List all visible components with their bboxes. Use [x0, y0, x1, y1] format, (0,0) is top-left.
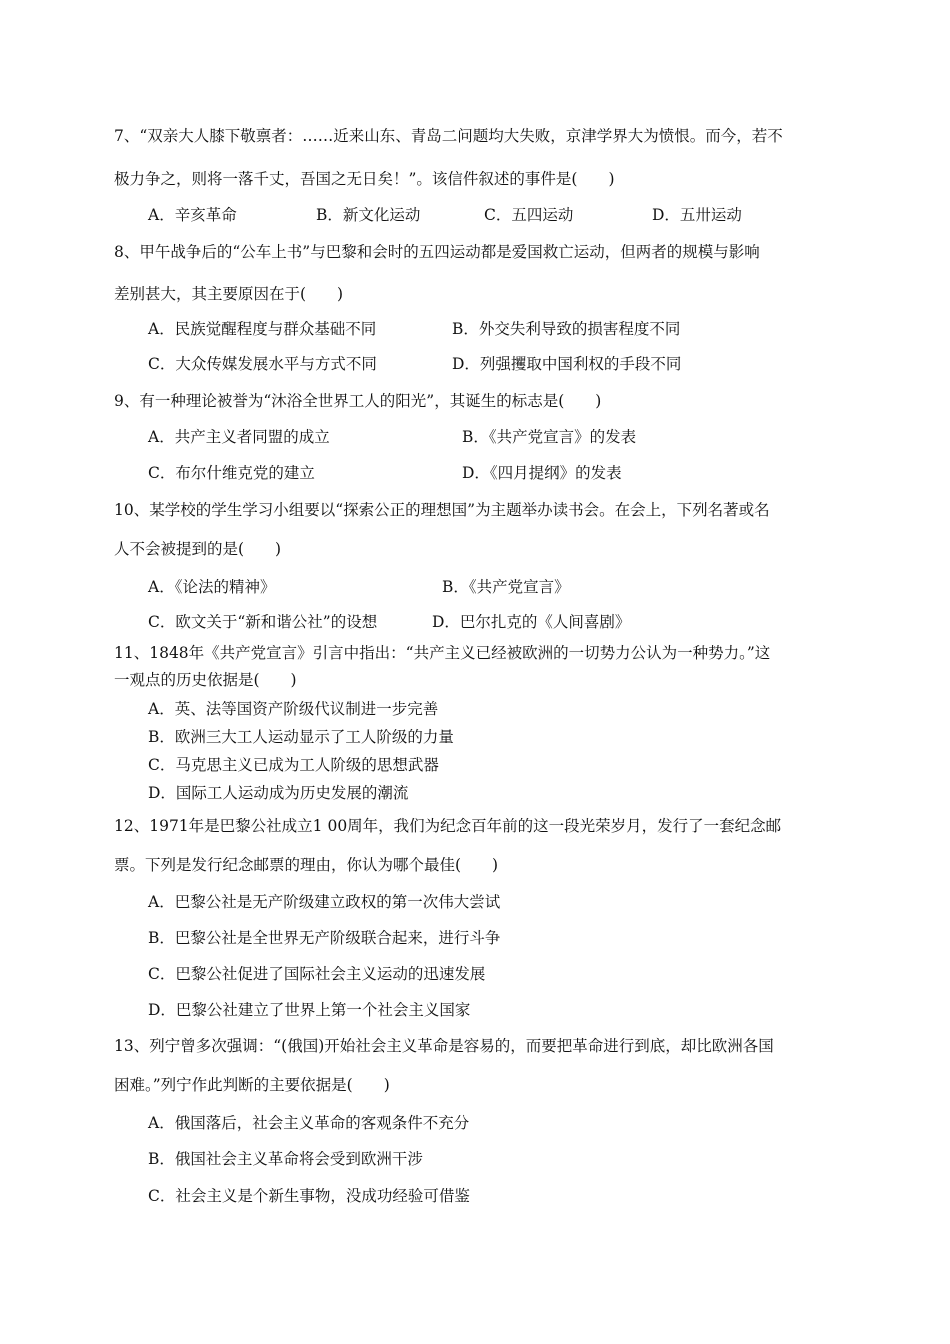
- question-12-option-b: B．巴黎公社是全世界无产阶级联合起来，进行斗争: [148, 929, 501, 947]
- question-12-option-a: A．巴黎公社是无产阶级建立政权的第一次伟大尝试: [148, 893, 501, 911]
- question-9-option-d: D．《四月提纲》的发表: [462, 464, 622, 482]
- question-8-option-a: A．民族觉醒程度与群众基础不同: [148, 320, 377, 338]
- question-7-option-d: D．五卅运动: [652, 206, 742, 224]
- question-11-option-b: B．欧洲三大工人运动显示了工人阶级的力量: [148, 728, 454, 746]
- question-13-stem-line-1: 13、列宁曾多次强调：“(俄国)开始社会主义革命是容易的，而要把革命进行到底，却比欧洲各国: [114, 1037, 774, 1055]
- question-10-option-b: B．《共产党宣言》: [442, 578, 570, 596]
- question-11-stem-line-1: 11、1848年《共产党宣言》引言中指出：“共产主义已经被欧洲的一切势力公认为一种势力。”这: [114, 644, 771, 662]
- question-7-option-a: A．辛亥革命: [148, 206, 237, 224]
- question-8-option-c: C．大众传媒发展水平与方式不同: [148, 355, 377, 373]
- question-7-stem-line-2: 极力争之，则将一落千丈，吾国之无日矣！”。该信件叙述的事件是( ): [114, 170, 615, 188]
- question-10-stem-line-1: 10、某学校的学生学习小组要以“探索公正的理想国”为主题举办读书会。在会上，下列名著或名: [114, 501, 770, 519]
- question-12-stem-line-2: 票。下列是发行纪念邮票的理由，你认为哪个最佳( ): [114, 856, 499, 874]
- question-8-stem-line-2: 差别甚大，其主要原因在于( ): [114, 285, 344, 303]
- question-13-option-b: B．俄国社会主义革命将会受到欧洲干涉: [148, 1150, 423, 1168]
- question-12-option-c: C．巴黎公社促进了国际社会主义运动的迅速发展: [148, 965, 486, 983]
- question-13-option-a: A．俄国落后，社会主义革命的客观条件不充分: [148, 1114, 470, 1132]
- question-10-stem-line-2: 人不会被提到的是( ): [114, 540, 282, 558]
- question-10-option-a: A．《论法的精神》: [148, 578, 276, 596]
- question-9-option-a: A．共产主义者同盟的成立: [148, 428, 330, 446]
- question-11-option-d: D．国际工人运动成为历史发展的潮流: [148, 784, 409, 802]
- question-7-option-c: C．五四运动: [484, 206, 574, 224]
- question-9-option-b: B．《共产党宣言》的发表: [462, 428, 637, 446]
- question-13-stem-line-2: 困难。”列宁作此判断的主要依据是( ): [114, 1076, 390, 1094]
- question-10-option-c: C．欧文关于“新和谐公社”的设想: [148, 613, 378, 631]
- question-7-option-b: B．新文化运动: [316, 206, 421, 224]
- question-11-option-c: C．马克思主义已成为工人阶级的思想武器: [148, 756, 439, 774]
- question-13-option-c: C．社会主义是个新生事物，没成功经验可借鉴: [148, 1187, 470, 1205]
- question-8-stem-line-1: 8、甲午战争后的“公车上书”与巴黎和会时的五四运动都是爱国救亡运动，但两者的规模与影响: [114, 243, 760, 261]
- question-9-option-c: C．布尔什维克党的建立: [148, 464, 315, 482]
- question-7-stem-line-1: 7、“双亲大人膝下敬禀者：……近来山东、青岛二问题均大失败，京津学界大为愤恨。而今，若不: [114, 127, 783, 145]
- question-11-option-a: A．英、法等国资产阶级代议制进一步完善: [148, 700, 439, 718]
- question-8-option-d: D．列强攫取中国利权的手段不同: [452, 355, 682, 373]
- question-12-stem-line-1: 12、1971年是巴黎公社成立1 00周年，我们为纪念百年前的这一段光荣岁月，发行了一套纪念邮: [114, 817, 782, 835]
- question-8-option-b: B．外交失利导致的损害程度不同: [452, 320, 681, 338]
- question-11-stem-line-2: 一观点的历史依据是( ): [114, 671, 297, 689]
- question-9-stem: 9、有一种理论被誉为“沐浴全世界工人的阳光”，其诞生的标志是( ): [114, 392, 602, 410]
- question-12-option-d: D．巴黎公社建立了世界上第一个社会主义国家: [148, 1001, 471, 1019]
- question-10-option-d: D．巴尔扎克的《人间喜剧》: [432, 613, 631, 631]
